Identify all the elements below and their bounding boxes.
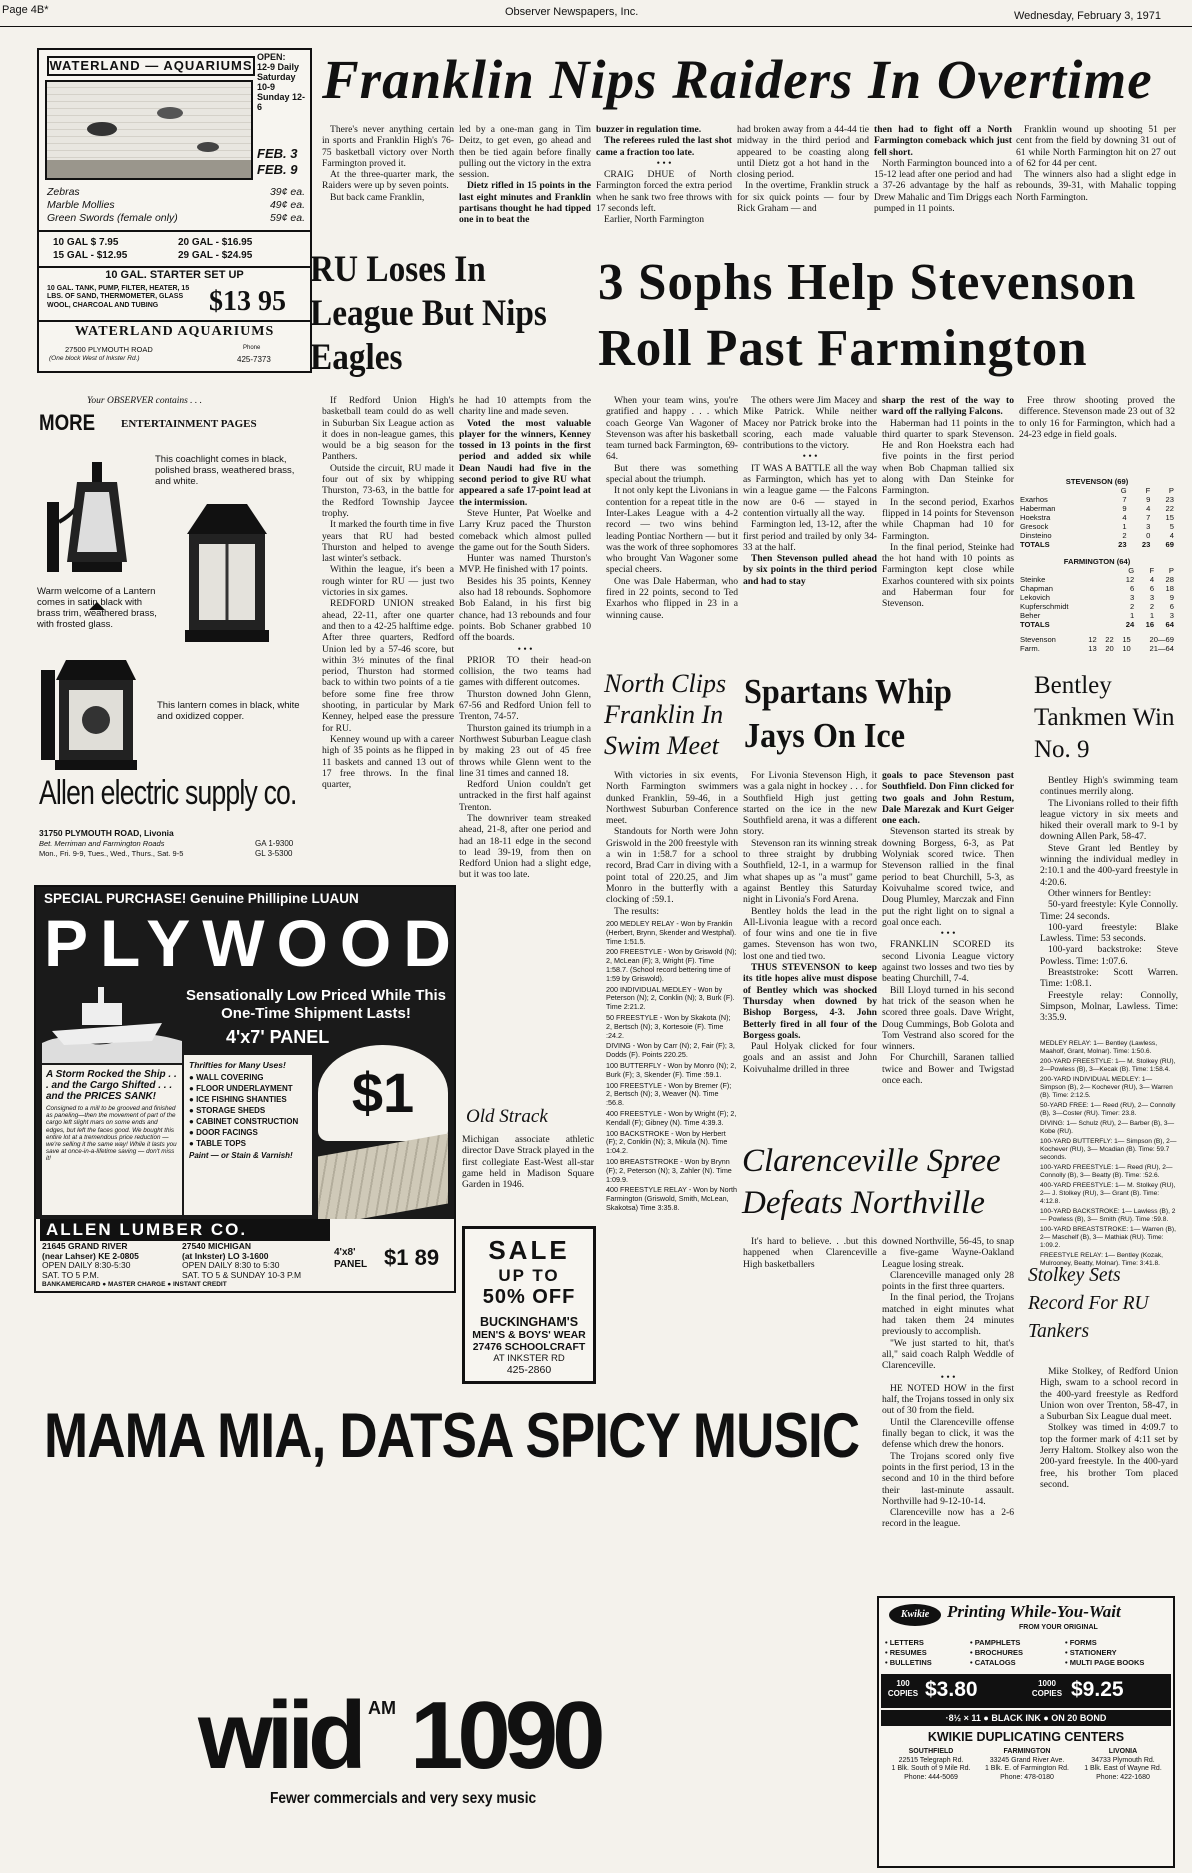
result-line: 50-YARD FREE: 1— Reed (RU), 2— Connolly (B), 3—Coster (RU). Timer: 23.8.	[1040, 1102, 1176, 1117]
plywood-subtitle: Sensationally Low Priced While This One-Time Shipment Lasts!	[185, 987, 447, 1022]
use-item: ● TABLE TOPS	[189, 1139, 246, 1148]
open-label: OPEN:	[257, 52, 286, 62]
uses-title: Thrifties for Many Uses!	[189, 1060, 286, 1070]
paragraph: Stolkey was timed in 4:09.7 to top the former mark of 4:11 set by Jerry Haltom. Stolkey also won the 200-yard freestyle. In the 400-yard free, his brother Tom placed second.	[1040, 1422, 1178, 1490]
paragraph: Within the league, it's been a rough winter for RU — just two victories in six games.	[322, 564, 454, 599]
paragraph: downed Northville, 56-45, to snap a five-game Wayne-Oakland League losing streak.	[882, 1236, 1014, 1270]
use-item: ● CABINET CONSTRUCTION	[189, 1117, 299, 1126]
store-at: AT INKSTER RD	[493, 1353, 565, 1364]
use-item: ● STORAGE SHEDS	[189, 1106, 266, 1115]
allen-hours: Mon., Fri. 9-9, Tues., Wed., Thurs., Sat. 9-5	[39, 849, 184, 858]
hours-3: Sunday 12-6	[257, 92, 306, 112]
ru-col-1	[322, 395, 454, 885]
paragraph: The Trojans scored only five points in the first period, 13 in the second and 10 in the third before their last-minute assault. Northville had 9-12-10-14.	[882, 1450, 1014, 1507]
result-line: MEDLEY RELAY: 1— Bentley (Lawless, Maaholf, Grant, Molnar). Time: 1:50.6.	[1040, 1040, 1158, 1055]
paragraph-divider: • • •	[940, 928, 956, 940]
promo-more: MORE	[39, 410, 96, 435]
spec-bar: ·8½ × 11 ● BLACK INK ● ON 20 BOND	[881, 1710, 1171, 1726]
wiid-logo-am: AM	[368, 1698, 396, 1718]
result-line: DIVING: 1— Schulz (RU), 2— Barber (B), 3— Kobe (RU).	[1040, 1120, 1175, 1135]
paragraph-divider: • • •	[940, 1371, 956, 1383]
store-desc: MEN'S & BOYS' WEAR	[472, 1329, 586, 1341]
table-row: Exarhos 7 9 23	[1020, 495, 1174, 504]
paragraph: Michigan associate athletic director Dave Strack played in the first collegiate East-West all-star game held in Madison Square Garden in 1946.	[462, 1134, 594, 1191]
old-strack-headline: Old Strack	[466, 1106, 548, 1127]
cards-line: BANKAMERICARD ● MASTER CHARGE ● INSTANT CREDIT	[42, 1281, 227, 1288]
paragraph: CRAIG DHUE of North Farmington forced the extra period when he sank two free throws with 17 seconds left.	[596, 169, 732, 215]
result-line: 400 FREESTYLE RELAY - Won by North Farmington (Griswold, Smith, McLean, Skakotsa) Time 3:35.8.	[606, 1185, 738, 1212]
use-item: ● DOOR FACINGS	[189, 1128, 258, 1137]
franklin-col-3	[596, 124, 732, 244]
paragraph: The results:	[614, 905, 660, 917]
panel2-size: 4'x8' PANEL	[334, 1247, 368, 1270]
service-item: • BROCHURES	[970, 1648, 1024, 1657]
paragraph: Bill Lloyd turned in his second hat trick of the season when he scored three goals. Dave Wright, Doug Cummings, Bob Golota and Tom Vestrand also scored for the winners.	[882, 984, 1014, 1053]
stevenson-box-score	[1019, 486, 1175, 549]
stevenson-col-2	[743, 395, 877, 670]
location-livonia: LIVONIA 34733 Plymouth Rd. 1 Blk. East of Wayne Rd. Phone: 422-1680	[1084, 1748, 1162, 1781]
table-row: Stevenson 12 22 15 20—69	[1020, 635, 1174, 644]
location-southfield: SOUTHFIELD 22515 Telegraph Rd. 1 Blk. South of 9 Mile Rd. Phone: 444-5069	[891, 1748, 971, 1781]
paragraph: he had 10 attempts from the charity line and made seven.	[459, 395, 591, 418]
paragraph: Thurston downed John Glenn, 67-56 and Redford Union fell to Trenton, 74-57.	[459, 688, 591, 723]
allen-roads: Bet. Merriman and Farmington Roads	[39, 839, 165, 848]
paragraph: With victories in six events, North Farmington swimmers dunked Franklin, 59-46, in a Northwest Suburban Conference meet.	[606, 770, 738, 827]
paint-note: Paint — or Stain & Varnish!	[189, 1151, 293, 1160]
result-line: 200 INDIVIDUAL MEDLEY - Won by Peterson (N); 2, Conklin (N); 3, Burk (F). Time 2:21.2.	[606, 984, 735, 1012]
stevenson-col-1	[606, 395, 738, 670]
kwikie-subtitle: FROM YOUR ORIGINAL	[1019, 1624, 1098, 1631]
paragraph: Redford Union couldn't get untracked in the first half against Trenton.	[459, 779, 591, 813]
price1: $3.80	[925, 1678, 978, 1701]
north-clips-body	[606, 770, 738, 920]
paragraph: 100-yard backstroke: Steve Powless. Time: 1:07.6.	[1040, 944, 1178, 967]
clarenceville-headline: Clarenceville Spree Defeats Northville	[742, 1143, 1001, 1221]
table-row: Chapman 6 6 18	[1020, 584, 1174, 593]
use-item: ● FLOOR UNDERLAYMENT	[189, 1084, 293, 1093]
hours-2: Saturday 10-9	[257, 72, 296, 92]
paragraph: Then Stevenson pulled ahead by six points in the third period and had to stay	[743, 553, 877, 587]
allen-electric-logo: Allen electric supply co.	[39, 774, 297, 812]
waterland-logo: WATERLAND — AQUARIUMS	[47, 56, 255, 76]
price1-label: 100 COPIES	[887, 1679, 919, 1698]
off-label: 50% OFF	[482, 1286, 576, 1308]
paragraph: Outside the circuit, RU made it four out of six by whipping Thurston, 73-63, in the battle for the Redford Township Jaycee trophy.	[322, 462, 454, 519]
tank-prices: 10 GAL $ 7.95 20 GAL - $16.95 15 GAL - $12.95 29 GAL - $24.95	[53, 237, 253, 261]
paragraph: Farmington led, 13-12, after the first period and trailed by only 34-33 at the half.	[743, 519, 877, 553]
paragraph: Free throw shooting proved the difference. Stevenson made 23 out of 32 to only 16 for Farmington, which had a 24-23 edge in field goals.	[1019, 395, 1175, 440]
paragraph: For Churchill, Saranen tallied twice and Bower and Twigstad once each.	[882, 1052, 1014, 1087]
store-phone: 425-7373	[237, 355, 271, 364]
paragraph: It's hard to believe. . .but this happened when Clarenceville High basketballers	[743, 1236, 877, 1270]
clarenceville-col-2	[882, 1236, 1014, 1616]
waterland-ad	[37, 48, 312, 373]
paragraph: It marked the fourth time in five years that RU had bested Thurston and helped to avenge last winter's setback.	[322, 519, 454, 565]
sale-date-1: FEB. 3	[257, 146, 298, 161]
stevenson-col-4	[1019, 395, 1175, 670]
paragraph-divider: • • •	[802, 451, 818, 463]
paragraph-divider: • • •	[656, 157, 672, 169]
paragraph: The downriver team streaked ahead, 21-8, after one period and had an 18-11 edge in the second to lead 39-19, from then on Redford Union had a slight edge, but it was too late.	[459, 812, 591, 881]
stevenson-headline: 3 Sophs Help Stevenson Roll Past Farmington	[598, 254, 1137, 377]
loc2-hours2: SAT. TO 5 & SUNDAY 10-3 P.M	[182, 1269, 302, 1280]
paragraph: Besides his 35 points, Kenney also had 18 rebounds. Sophomore Bob Ealand, in his first big chance, had 13 rebounds and four points. Bob Schaner grabbed 10 off the boards.	[459, 575, 591, 644]
result-line: 100-YARD BUTTERFLY: 1— Simpson (B), 2— Kochever (RU), 3— Mcadian (B). Time: 59.7 seconds.	[1040, 1138, 1177, 1161]
result-line: 400-YARD FREESTYLE: 1— M. Stolkey (RU), 2— J. Stolkey (RU), 3— Grant (B). Time: 4:12.8.	[1040, 1182, 1176, 1205]
paragraph: Until the Clarenceville offense finally began to click, it was the defense which drew the honors.	[882, 1416, 1014, 1451]
allen-address: 31750 PLYMOUTH ROAD, Livonia	[39, 828, 174, 838]
allen-electric-ad	[37, 444, 312, 884]
table-row: Dinsteino 2 0 4	[1020, 531, 1174, 540]
paragraph: PRIOR TO their head-on collision, the two teams had games with different outcomes.	[459, 654, 591, 689]
publisher: Observer Newspapers, Inc.	[505, 6, 639, 18]
spartans-headline: Spartans Whip Jays On Ice	[744, 672, 952, 755]
ship-illustration	[42, 983, 182, 1063]
result-line: 200-YARD FREESTYLE: 1— M. Stolkey (RU), 2—Powless (B), 3—Kecak (B). Time: 1:58.4.	[1040, 1058, 1176, 1073]
box1-title: STEVENSON (69)	[1065, 477, 1129, 486]
paragraph-divider: • • •	[517, 643, 533, 655]
result-line: 200 FREESTYLE - Won by Griswold (N); 2, McLean (F); 3, Wright (F). Time 1:58.7. (School record bettering time of 1:59 by Griswold).	[606, 947, 737, 983]
paragraph: In the overtime, Franklin struck for six quick points — four by Rick Graham — and	[737, 180, 869, 215]
wiid-ad	[34, 1296, 860, 1866]
result-line: 400 FREESTYLE - Won by Wright (F); 2, Kendall (F); Gibney (N). Time 4:39.3.	[606, 1108, 737, 1127]
loc1-near: (near Lahser) KE 2-0805	[42, 1250, 139, 1261]
bentley-headline: Bentley Tankmen Win No. 9	[1034, 672, 1175, 763]
location-farmington: FARMINGTON 33245 Grand River Ave. 1 Blk. E. of Farmington Rd. Phone: 478-0180	[984, 1748, 1070, 1781]
loc2-near: (at Inkster) LO 3-1600	[182, 1250, 269, 1261]
allen-phone-1: GA 1-9300	[255, 839, 294, 848]
paragraph: then had to fight off a North Farmington comeback which just fell short.	[874, 124, 1012, 158]
up-to-label: UP TO	[498, 1266, 560, 1285]
wiid-logo-freq: 1090	[410, 1682, 600, 1789]
paragraph: Hunter was named Thurston's MVP. He finished with 17 points.	[459, 553, 591, 576]
paragraph: led by a one-man gang in Tim Deitz, to get even, go ahead and then be tied again before finally pulling out the victory in the extra session.	[459, 124, 591, 181]
paragraph: 50-yard freestyle: Kyle Connolly. Time: 24 seconds.	[1040, 899, 1178, 922]
paragraph: For Livonia Stevenson High, it was a gala night in hockey . . . for Southfield High just getting started on the ice in the new Southfield arena, it was a different story.	[743, 770, 877, 838]
table-row: Lekovich 3 3 9	[1020, 593, 1174, 602]
company-name: ALLEN LUMBER CO.	[40, 1219, 330, 1241]
ru-headline: RU Loses In League But Nips Eagles	[310, 249, 547, 378]
service-item: • PAMPHLETS	[970, 1638, 1021, 1647]
result-line: DIVING - Won by Carr (N); 2, Fair (F); 3, Dodds (F). Points 220.25.	[606, 1041, 735, 1060]
paragraph: REDFORD UNION streaked ahead, 22-11, after one quarter and then to a 42-25 halftime edge. After three quarters, Redford Union led by a 57-46 score, but within 3½ minutes of the final period, Thurston had stormed back to within two points of a tie before some fine free throw shooting, in particular by Mark Kenney, helped ease the pressure for RU.	[322, 598, 454, 734]
price-bar	[881, 1674, 1171, 1708]
franklin-col-6	[1016, 124, 1176, 244]
paragraph: Franklin wound up shooting 51 per cent from the field by downing 31 out of 61 while North Farmington hit on 27 out of 62 for 44 per cent.	[1016, 124, 1176, 169]
price2: $9.25	[1071, 1678, 1124, 1701]
use-item: ● WALL COVERING	[189, 1073, 264, 1082]
plywood-board-illustration	[318, 1134, 448, 1227]
storm-text: Consigned to a mill to be grooved and finished as paneling—then the movement of part of the cargo left slight mars on some ends and edges, but left the faces good. We bought this entire lot at a tremendous price reduction — we're selling it the same way! While it lasts you save at once-in-a-lifetime saving — don't miss it!	[46, 1105, 177, 1163]
paragraph: If Redford Union High's basketball team could do as well in Suburban Six League action as it does in non-league games, this would be a big season for the Panthers.	[322, 395, 454, 463]
result-line: 100 BUTTERFLY - Won by Monro (N); 2, Burk (F); 3, Skender (F). Time :59.1.	[606, 1060, 737, 1079]
paragraph: Stevenson ran its winning streak to three straight by drubbing Southfield, 12-1, in a warmup for what shapes up as "a must" game against Bentley this Saturday night in Livonia's Ford Arena.	[743, 837, 877, 906]
wiid-logo-call: wiid	[198, 1682, 361, 1789]
plywood-ad	[34, 885, 463, 1293]
paragraph: Breaststroke: Scott Warren. Time: 1:08.1.	[1040, 967, 1178, 990]
store-phone: 425-2860	[506, 1364, 552, 1376]
sale-date-2: FEB. 9	[257, 162, 298, 177]
service-item: • CATALOGS	[970, 1658, 1016, 1667]
paragraph: The others were Jim Macey and Mike Patrick. While neither Macey nor Patrick broke into the scoring, each made valuable contributions to the victory.	[743, 395, 877, 452]
paragraph: But there was something special about the triumph.	[606, 462, 738, 486]
paragraph: Clarenceville now has a 2-6 record in the league.	[882, 1507, 1014, 1530]
mama-mia-headline: MAMA MIA, DATSA SPICY MUSIC	[44, 1401, 860, 1471]
allen-phone-2: GL 3-5300	[255, 849, 293, 858]
table-row: Hoekstra 4 7 15	[1020, 513, 1174, 522]
paragraph: Freestyle relay: Connolly, Simpson, Molnar, Lawless. Time: 3:35.9.	[1040, 989, 1178, 1024]
store-name: BUCKINGHAM'S	[479, 1315, 579, 1329]
loc1-hours1: OPEN DAILY 8:30-5:30	[42, 1260, 131, 1270]
table-row: Kupferschmidt 2 2 6	[1020, 602, 1174, 611]
table-header: G F P	[1128, 566, 1174, 575]
paragraph: In the second period, Exarhos flipped in 14 points for Stevenson while Chapman had 10 for Farmington.	[882, 496, 1014, 542]
franklin-col-2	[459, 124, 591, 244]
paragraph: In the final period, Steinke had the hot hand with 10 points as Farmington kept close while Exarhos countered with six points and Haberman four for Stevenson.	[882, 541, 1014, 610]
plywood-price: $1	[318, 1045, 448, 1141]
paragraph: The Livonians rolled to their fifth league victory in six meets and hiked their overall mark to 9-1 by downing Allen Park, 58-47.	[1040, 797, 1178, 843]
starter-items: 10 GAL. TANK, PUMP, FILTER, HEATER, 15 LBS. OF SAND, THERMOMETER, GLASS WOOL, CHARCOAL AND TUBING	[47, 285, 190, 309]
paragraph: Paul Holyak clicked for four goals and an assist and John Koivuhalme drilled in three	[743, 1041, 877, 1075]
table-row: Gresock 1 3 5	[1020, 522, 1174, 531]
service-item: • FORMS	[1065, 1638, 1097, 1647]
table-row: Beher 1 1 3	[1020, 611, 1174, 620]
header-rule	[0, 26, 1192, 27]
lumber-name-bar	[36, 1219, 454, 1291]
old-strack-body	[462, 1134, 594, 1224]
stolkey-body	[1040, 1366, 1178, 1591]
page-header	[0, 0, 1192, 26]
paragraph: The winners also had a slight edge in rebounds, 39-31, with Mahalic topping North Farmington.	[1016, 169, 1176, 203]
kwikie-name: KWIKIE DUPLICATING CENTERS	[927, 1730, 1125, 1744]
store-address: 27500 PLYMOUTH ROAD	[65, 345, 153, 354]
plywood-banner: SPECIAL PURCHASE! Genuine Phillipine LUAUN	[44, 891, 359, 906]
result-line: 200 MEDLEY RELAY - Won by Franklin (Herbert, Brynn, Skender and Westphal). Time 1:51.5.	[606, 919, 737, 946]
paragraph: IT WAS A BATTLE all the way as Farmington, which has yet to win a league game — the Falcons now are 0-6 — stayed in contention virtually all the way.	[743, 462, 877, 519]
paragraph: Stevenson started its streak by downing Borgess, 6-3, as Pat Wolyniak scored twice. Then Stevenson rallied in the final period to beat Churchill, 5-3, as Koivuhalme scored twice, and Doug Plumley, Marczak and Finn put the right light on to signal a goal once each.	[882, 826, 1014, 928]
paragraph: It not only kept the Livonians in contention for a repeat title in the Inter-Lakes League with a 4-2 record — two wins behind leading Pontiac Northern — but it was the work of three sophomores who brought Van Wagoner some special cheers.	[606, 485, 738, 576]
panel-size: 4'x7' PANEL	[226, 1027, 330, 1047]
paragraph: The referees ruled the last shot came a fraction too late.	[596, 135, 732, 158]
promo-contains: Your OBSERVER contains . . .	[87, 396, 203, 406]
coachlight-caption: This coachlight comes in black, polished brass, weathered brass, and white.	[155, 454, 295, 487]
paragraph: Thurston gained its triumph in a Northwest Suburban League clash by making 23 out of 45 free throws while Glenn went to the line 31 times and canned 18.	[459, 722, 591, 779]
wiid-tagline: Fewer commercials and very sexy music	[270, 1790, 537, 1807]
paragraph: There's never anything certain in sports and Franklin High's 76-75 basketball victory over North Farmington proved it.	[322, 124, 454, 169]
fish-item: Marble Mollies 49¢ ea.	[47, 199, 305, 211]
bentley-results	[1040, 1040, 1178, 1267]
starter-title: 10 GAL. STARTER SET UP	[105, 269, 244, 281]
paragraph: Mike Stolkey, of Redford Union High, swam to a school record in the 400-yard freestyle as Redford Union won over Trenton, 58-47, in a Suburban Six League dual meet.	[1040, 1366, 1178, 1423]
plywood-title: PLYWOOD	[44, 906, 463, 980]
kwikie-title: Printing While-You-Wait	[947, 1602, 1121, 1621]
franklin-col-4	[737, 124, 869, 244]
paragraph: Other winners for Bentley:	[1048, 887, 1152, 899]
lantern-illustration	[167, 504, 287, 654]
table-row: Steinke 12 4 28	[1020, 575, 1174, 584]
spartans-col-2	[882, 770, 1014, 1155]
aquarium-illustration	[45, 80, 253, 180]
farmington-box-score	[1019, 566, 1175, 629]
paragraph: But back came Franklin,	[330, 191, 425, 203]
stevenson-col-3	[882, 395, 1014, 670]
table-row: TOTALS 23 23 69	[1020, 540, 1174, 549]
wiid-logo	[198, 1682, 618, 1796]
sale-label: SALE	[488, 1235, 570, 1265]
paragraph: HE NOTED HOW in the first half, the Trojans tossed in only six out of 30 from the field.	[882, 1382, 1014, 1417]
issue-date: Wednesday, February 3, 1971	[1014, 10, 1161, 22]
ru-col-2	[459, 395, 591, 1125]
paragraph: THUS STEVENSON to keep its title hopes alive must dispose of Bentley which was shocked Thursday when downed by Bishop Borgess, 4-3. John Betterly fired in all four of the Borgess goals.	[743, 962, 877, 1041]
paragraph: Voted the most valuable player for the winners, Kenney tossed in 13 points in the first period and added six while Dean Naudi had five in the second period to give RU what appeared a safe 17-point lead at the intermission.	[459, 417, 591, 508]
quarter-scores	[1019, 635, 1175, 653]
result-line: 100 BACKSTROKE - Won by Herbert (F); 2, Conklin (N); 3, Mikula (N). Time 1:04.2.	[606, 1128, 728, 1156]
paragraph: At the three-quarter mark, the Raiders were up by seven points.	[322, 169, 454, 192]
phone-label: Phone	[243, 345, 261, 351]
paragraph: FRANKLIN SCORED its second Livonia League victory against two losses and two ties by beating Churchill, 7-4.	[882, 939, 1014, 985]
use-item: ● ICE FISHING SHANTIES	[189, 1095, 287, 1104]
franklin-headline: Franklin Nips Raiders In Overtime	[322, 49, 1153, 110]
fish-item: Zebras 39¢ ea.	[47, 186, 305, 198]
kwikie-ad	[877, 1596, 1175, 1868]
loc1-addr: 21645 GRAND RIVER	[42, 1241, 128, 1251]
fish-item: Green Swords (female only) 59¢ ea.	[47, 212, 305, 224]
result-line: 200-YARD INDIVIDUAL MEDLEY: 1— Simpson (B), 2— Kochever (RU), 3— Warren (B). Time: 2:12.5.	[1040, 1076, 1173, 1099]
result-line: 100 FREESTYLE - Won by Bremer (F); 2, Bertsch (N); 3, Weaver (N). Time :56.8.	[606, 1080, 732, 1108]
storm-headline: A Storm Rocked the Ship . . . and the Cargo Shifted . . . and the PRICES SANK!	[46, 1069, 177, 1102]
kwikie-logo: Kwikie	[889, 1604, 941, 1626]
result-line: 50 FREESTYLE - Won by Skakota (N); 2, Bertsch (N); 3, Kortesoie (F). Time :24.2.	[606, 1012, 731, 1040]
paragraph: Earlier, North Farmington	[604, 214, 705, 226]
paragraph: buzzer in regulation time.	[596, 124, 702, 135]
paragraph: Dietz rifled in 15 points in the last eight minutes and Franklin partisans thought he had tipped one in to beat the	[459, 180, 591, 226]
service-item: • BULLETINS	[885, 1658, 932, 1667]
clarenceville-col-1	[743, 1236, 877, 1276]
store-name: WATERLAND AQUARIUMS	[74, 324, 275, 339]
service-item: • MULTI PAGE BOOKS	[1065, 1658, 1145, 1667]
uses-box	[184, 1055, 312, 1215]
paragraph: Haberman had 11 points in the third quarter to spark Stevenson. He and Ron Hoekstra each had five points in the first period when Bob Chapman tallied six along with Dan Steinke for Farmington.	[882, 417, 1014, 497]
lantern-caption: Warm welcome of a Lantern comes in satin black with brass trim, weathered brass, with frosted glass.	[37, 586, 157, 630]
box2-title: FARMINGTON (64)	[1063, 557, 1131, 566]
paragraph: Steve Hunter, Pat Woelke and Larry Kruz paced the Thurston comeback which almost pulled the game out for the South Siders.	[459, 507, 591, 553]
spartans-col-1	[743, 770, 877, 1155]
store-hours-box	[257, 52, 307, 112]
paragraph: Bentley High's swimming team continues merrily along.	[1040, 775, 1178, 798]
observer-promo	[37, 396, 312, 442]
promo-entertainment: ENTERTAINMENT PAGES	[121, 418, 257, 430]
north-clips-results	[606, 920, 738, 1250]
result-line: 100-YARD FREESTYLE: 1— Reed (RU), 2— Connolly (B), 3— Beatty (B). Time: :52.6.	[1040, 1164, 1173, 1179]
hours-1: 12-9 Daily	[257, 62, 300, 72]
paragraph: One was Dale Haberman, who fired in 22 points, second to Ted Exarhos who flipped in 23 in a winning cause.	[606, 575, 738, 621]
table-row: Haberman 9 4 22	[1020, 504, 1174, 513]
paragraph: Kenney wound up with a career high of 35 points as he flipped in 11 baskets and canned 13 out of 17 free throws. In the final quarter,	[322, 733, 454, 791]
paragraph: Steve Grant led Bentley by winning the individual medley in 2:10.1 and the 400-yard freestyle in 4:20.6.	[1040, 842, 1178, 888]
service-item: • STATIONERY	[1065, 1648, 1117, 1657]
paragraph: Bentley holds the lead in the All-Livonia league with a record of four wins and one tie in five games. Stevenson has won two, lost one and tied two.	[743, 905, 877, 962]
service-item: • LETTERS	[885, 1638, 924, 1647]
stolkey-headline: Stolkey Sets Record For RU Tankers	[1028, 1265, 1149, 1342]
paragraph: 100-yard freestyle: Blake Lawless. Time: 53 seconds.	[1040, 921, 1178, 945]
result-line: FREESTYLE RELAY: 1— Bentley (Kozak, Mulrooney, Beatty, Molnar). Time: 3:41.8.	[1040, 1252, 1164, 1267]
franklin-col-1	[322, 124, 454, 244]
store-address: 27476 SCHOOLCRAFT	[472, 1341, 586, 1353]
paragraph: goals to pace Stevenson past Southfield. Don Finn clicked for two goals and John Restum, Dale Marezak and Kurt Geiger one each.	[882, 770, 1014, 827]
loc2-hours1: OPEN DAILY 8:30 to 5:30	[182, 1260, 280, 1270]
paragraph: In the final period, the Trojans matched in eight minutes what had taken them 24 minutes previously to accomplish.	[882, 1292, 1014, 1338]
panel2-price: $1 89	[384, 1245, 440, 1270]
loc2-addr: 27540 MICHIGAN	[182, 1241, 251, 1251]
franklin-col-5	[874, 124, 1012, 244]
lantern2-illustration	[41, 650, 151, 790]
result-line: 100-YARD BREASTSTROKE: 1— Warren (B), 2— Maschelf (B), 3— Mathiak (RU). Time: 1:09.2.	[1040, 1226, 1176, 1249]
lantern2-caption: This lantern comes in black, white and oxidized copper.	[157, 700, 300, 722]
paragraph: Standouts for North were John Griswold in the 200 freestyle with a win in 1:58.7 for a school record, Brad Carr in diving with a point total of 220.25, and Jim Monro in the butterfly with a clocking of :59.1.	[606, 826, 738, 906]
table-row: Farm. 13 20 10 21—64	[1020, 644, 1174, 653]
page-number: Page 4B*	[2, 4, 49, 16]
store-address-note: (One block West of Inkster Rd.)	[49, 355, 140, 362]
paragraph: had broken away from a 44-44 tie midway in the third period and appeared to be coasting along until Dietz got a hot hand in the closing period.	[737, 124, 869, 181]
loc1-hours2: SAT. TO 5 P.M.	[42, 1269, 100, 1280]
paragraph: Clarenceville managed only 28 points in the first three quarters.	[882, 1269, 1014, 1293]
result-line: 100-YARD BACKSTROKE: 1— Lawless (B), 2— Powless (B), 3— Smith (RU). Time :59.8.	[1040, 1208, 1176, 1223]
table-header: G F P	[1120, 486, 1174, 495]
price2-label: 1000 COPIES	[1031, 1679, 1063, 1698]
paragraph: sharp the rest of the way to ward off the rallying Falcons.	[882, 395, 1014, 418]
paragraph: "We just started to hit, that's all," said coach Ralph Weddle of Clarenceville.	[882, 1337, 1014, 1372]
table-row: TOTALS 24 16 64	[1020, 620, 1174, 629]
service-item: • RESUMES	[885, 1648, 927, 1657]
storm-box	[42, 1065, 182, 1215]
paragraph: When your team wins, you're gratified and happy . . . which coach George Van Wagoner of Stevenson was after his basketball team turned back Farmington, 69-64.	[606, 395, 738, 463]
paragraph: North Farmington bounced into a 15-12 lead after one period and had a 37-26 advantage by the half as Drew Mahalic and Tim Driggs each pumped in 11 points.	[874, 157, 1012, 215]
starter-price: $13 95	[209, 286, 286, 317]
result-line: 100 BREASTSTROKE - Won by Brynn (F); 2, Peterson (N); 3, Zahler (N). Time 1:09.9.	[606, 1156, 732, 1184]
north-clips-headline: North Clips Franklin In Swim Meet	[604, 669, 727, 760]
fish-price-list	[47, 186, 305, 225]
